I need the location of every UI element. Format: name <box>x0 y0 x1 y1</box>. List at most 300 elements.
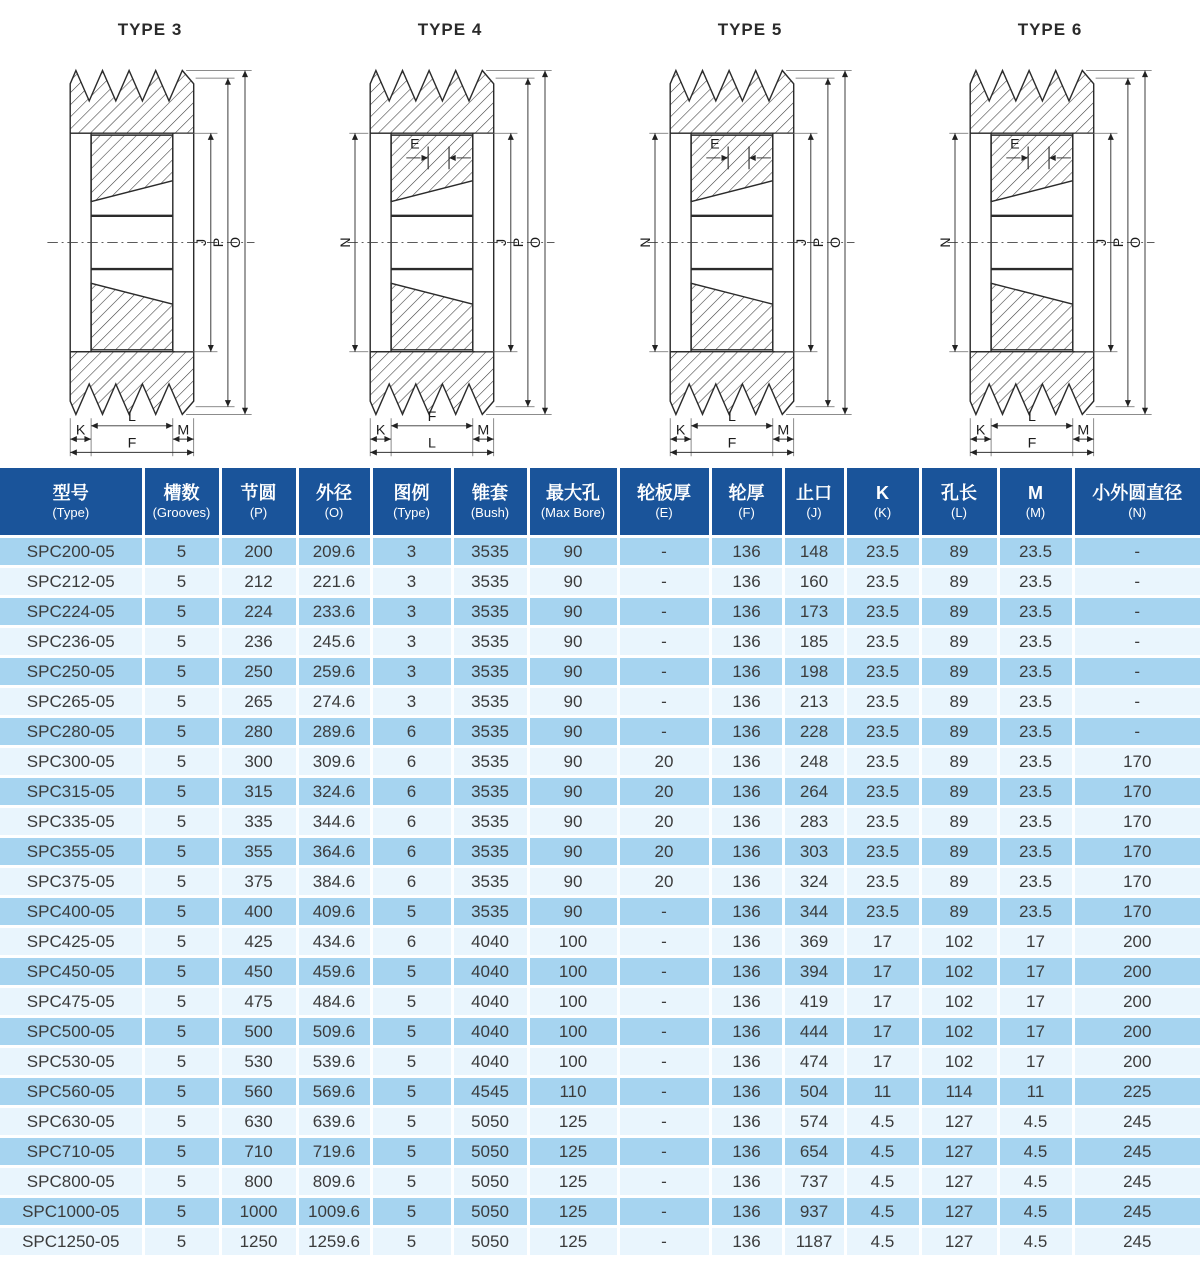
dim-label-M: M <box>777 422 790 439</box>
model-cell: SPC200-05 <box>0 537 143 567</box>
table-cell: 136 <box>710 837 783 867</box>
table-cell: 710 <box>220 1137 297 1167</box>
table-cell: 5 <box>371 1137 452 1167</box>
column-header-en: (F) <box>738 505 755 520</box>
table-cell: 17 <box>845 987 920 1017</box>
table-cell: - <box>618 1077 710 1107</box>
table-cell: 225 <box>1073 1077 1200 1107</box>
table-cell: 5 <box>371 957 452 987</box>
table-cell: 23.5 <box>998 747 1073 777</box>
table-cell: 384.6 <box>297 867 371 897</box>
table-cell: 369 <box>783 927 845 957</box>
model-cell: SPC400-05 <box>0 897 143 927</box>
table-cell: 170 <box>1073 777 1200 807</box>
table-cell: 170 <box>1073 837 1200 867</box>
table-cell: 23.5 <box>845 867 920 897</box>
model-cell: SPC300-05 <box>0 747 143 777</box>
column-header-cn: 图例 <box>393 483 430 503</box>
model-cell: SPC1000-05 <box>0 1197 143 1227</box>
table-cell: 185 <box>783 627 845 657</box>
table-cell: 136 <box>710 1137 783 1167</box>
pulley-diagram <box>36 42 264 460</box>
table-cell: - <box>618 717 710 747</box>
table-cell: 5 <box>143 1047 220 1077</box>
table-cell: 3535 <box>452 777 528 807</box>
table-cell: 5 <box>143 627 220 657</box>
table-cell: 102 <box>920 1047 998 1077</box>
table-cell: 127 <box>920 1137 998 1167</box>
table-cell: 100 <box>528 957 618 987</box>
dimension-arrow <box>766 423 773 429</box>
table-cell: 248 <box>783 747 845 777</box>
column-header-cn: 锥套 <box>472 483 508 503</box>
table-cell: 90 <box>528 687 618 717</box>
diagram-title: TYPE 5 <box>717 20 783 39</box>
table-cell: 6 <box>371 927 452 957</box>
table-cell: 89 <box>920 807 998 837</box>
dimension-arrow <box>825 78 831 85</box>
table-cell: 3535 <box>452 687 528 717</box>
dim-label-N: N <box>338 237 355 248</box>
table-cell: 23.5 <box>998 897 1073 927</box>
table-cell: - <box>618 1017 710 1047</box>
table-cell: 245 <box>1073 1107 1200 1137</box>
table-cell: 409.6 <box>297 897 371 927</box>
dimension-arrow <box>352 133 358 140</box>
table-cell: 5 <box>143 597 220 627</box>
table-cell: 500 <box>220 1017 297 1047</box>
table-cell: 23.5 <box>998 837 1073 867</box>
table-cell: 3535 <box>452 747 528 777</box>
model-cell: SPC475-05 <box>0 987 143 1017</box>
table-cell: 209.6 <box>297 537 371 567</box>
table-cell: 136 <box>710 1047 783 1077</box>
table-cell: 90 <box>528 537 618 567</box>
table-cell: 1009.6 <box>297 1197 371 1227</box>
groove-band-bottom <box>970 352 1093 415</box>
table-cell: 5 <box>371 1017 452 1047</box>
column-header-cn: 轮板厚 <box>637 483 691 503</box>
table-cell: 4.5 <box>845 1167 920 1197</box>
table-cell: - <box>1073 687 1200 717</box>
table-cell: - <box>618 687 710 717</box>
table-cell: 400 <box>220 897 297 927</box>
table-cell: 136 <box>710 957 783 987</box>
table-cell: 125 <box>528 1137 618 1167</box>
table-row <box>0 927 1200 957</box>
table-cell: 3535 <box>452 867 528 897</box>
table-cell: 23.5 <box>998 807 1073 837</box>
table-cell: 23.5 <box>998 717 1073 747</box>
table-cell: 5 <box>143 1017 220 1047</box>
table-cell: 5050 <box>452 1137 528 1167</box>
table-cell: 20 <box>618 837 710 867</box>
table-cell: 5 <box>143 537 220 567</box>
dimension-arrow <box>508 133 514 140</box>
table-cell: 20 <box>618 807 710 837</box>
dimension-arrow <box>952 345 958 352</box>
dimension-arrow <box>525 400 531 407</box>
table-cell: 5050 <box>452 1167 528 1197</box>
table-row <box>0 657 1200 687</box>
header-row <box>0 468 1200 537</box>
dimension-arrow <box>808 133 814 140</box>
dimension-arrow <box>352 345 358 352</box>
table-cell: 3535 <box>452 657 528 687</box>
dimension-arrow <box>1108 345 1114 352</box>
groove-band-bottom <box>370 352 494 415</box>
table-cell: 5050 <box>452 1107 528 1137</box>
table-cell: 539.6 <box>297 1047 371 1077</box>
table-cell: 228 <box>783 717 845 747</box>
dim-label-J: J <box>794 238 811 247</box>
table-cell: 23.5 <box>845 837 920 867</box>
table-cell: 127 <box>920 1107 998 1137</box>
model-cell: SPC265-05 <box>0 687 143 717</box>
dimension-arrow <box>808 345 814 352</box>
table-cell: 5 <box>371 987 452 1017</box>
groove-band-top <box>970 71 1093 134</box>
table-cell: 4.5 <box>998 1227 1073 1256</box>
table-cell: 89 <box>920 627 998 657</box>
table-cell: 233.6 <box>297 597 371 627</box>
diagram-card <box>900 6 1200 468</box>
table-cell: 125 <box>528 1227 618 1256</box>
table-cell: 5 <box>143 777 220 807</box>
table-cell: 5 <box>143 687 220 717</box>
dimension-arrow <box>1125 78 1131 85</box>
table-cell: 20 <box>618 777 710 807</box>
table-cell: 136 <box>710 597 783 627</box>
table-cell: 3 <box>371 537 452 567</box>
bush-upper <box>391 135 473 202</box>
table-cell: 23.5 <box>845 807 920 837</box>
table-cell: 4.5 <box>998 1167 1073 1197</box>
table-cell: 3 <box>371 567 452 597</box>
table-cell: 639.6 <box>297 1107 371 1137</box>
dimension-arrow <box>70 449 77 455</box>
table-cell: 5 <box>143 1227 220 1256</box>
table-cell: 17 <box>998 1017 1073 1047</box>
dimension-arrow <box>391 423 398 429</box>
table-cell: - <box>1073 537 1200 567</box>
table-row <box>0 897 1200 927</box>
table-cell: 212 <box>220 567 297 597</box>
model-cell: SPC355-05 <box>0 837 143 867</box>
table-cell: 136 <box>710 627 783 657</box>
model-cell: SPC375-05 <box>0 867 143 897</box>
bush-lower <box>991 283 1073 350</box>
column-header-en: (N) <box>1128 505 1147 520</box>
model-cell: SPC500-05 <box>0 1017 143 1047</box>
column-header <box>0 468 143 537</box>
model-cell: SPC630-05 <box>0 1107 143 1137</box>
table-cell: 125 <box>528 1197 618 1227</box>
bush-upper <box>991 135 1073 202</box>
table-cell: 89 <box>920 717 998 747</box>
table-row <box>0 1017 1200 1047</box>
table-cell: 630 <box>220 1107 297 1137</box>
table-cell: 23.5 <box>998 867 1073 897</box>
table-cell: 5 <box>371 1197 452 1227</box>
table-cell: 419 <box>783 987 845 1017</box>
bush-upper <box>691 135 773 202</box>
table-cell: 3535 <box>452 597 528 627</box>
bush-lower <box>91 283 173 350</box>
table-cell: 90 <box>528 837 618 867</box>
table-cell: 200 <box>1073 1017 1200 1047</box>
table-cell: 136 <box>710 867 783 897</box>
dim-label-N: N <box>938 237 955 248</box>
table-cell: 4040 <box>452 957 528 987</box>
model-cell: SPC250-05 <box>0 657 143 687</box>
column-header-en: (O) <box>324 505 344 520</box>
model-cell: SPC224-05 <box>0 597 143 627</box>
column-header-en: (E) <box>655 505 673 520</box>
column-header <box>452 468 528 537</box>
column-header-cn: 型号 <box>52 483 89 503</box>
dimension-arrow <box>1066 423 1073 429</box>
table-cell: - <box>618 567 710 597</box>
table-cell: 23.5 <box>998 597 1073 627</box>
table-cell: 23.5 <box>845 687 920 717</box>
dim-label-O: O <box>828 236 845 248</box>
dim-label-O: O <box>1128 236 1145 248</box>
dimension-arrow <box>1087 449 1094 455</box>
table-cell: 4.5 <box>845 1107 920 1137</box>
table-cell: 574 <box>783 1107 845 1137</box>
table-cell: 283 <box>783 807 845 837</box>
table-cell: 236 <box>220 627 297 657</box>
table-cell: 289.6 <box>297 717 371 747</box>
table-cell: 90 <box>528 717 618 747</box>
table-cell: 5 <box>143 957 220 987</box>
column-header-cn: 小外圆直径 <box>1092 483 1183 503</box>
table-cell: 170 <box>1073 747 1200 777</box>
dim-label-K: K <box>975 422 986 439</box>
table-cell: 324 <box>783 867 845 897</box>
table-cell: - <box>618 1047 710 1077</box>
table-cell: 100 <box>528 1017 618 1047</box>
table-cell: 200 <box>1073 1047 1200 1077</box>
table-cell: 5 <box>143 747 220 777</box>
column-header-cn: 轮厚 <box>728 483 765 503</box>
table-cell: 17 <box>845 927 920 957</box>
table-cell: 5 <box>143 1167 220 1197</box>
table-cell: 5 <box>143 717 220 747</box>
table-cell: 136 <box>710 1167 783 1197</box>
model-cell: SPC1250-05 <box>0 1227 143 1256</box>
table-cell: 114 <box>920 1077 998 1107</box>
table-cell: 4.5 <box>998 1107 1073 1137</box>
dimension-arrow <box>466 423 473 429</box>
dimension-arrow <box>952 133 958 140</box>
table-cell: 100 <box>528 987 618 1017</box>
groove-band-bottom <box>670 352 794 415</box>
table-cell: 6 <box>371 747 452 777</box>
pulley-diagram <box>936 42 1164 460</box>
table-cell: 23.5 <box>845 717 920 747</box>
table-cell: 5 <box>143 657 220 687</box>
table-row <box>0 1107 1200 1137</box>
table-cell: 17 <box>998 1047 1073 1077</box>
table-cell: 136 <box>710 717 783 747</box>
table-cell: 509.6 <box>297 1017 371 1047</box>
table-row <box>0 1047 1200 1077</box>
dim-label-J: J <box>194 238 211 247</box>
table-cell: 136 <box>710 897 783 927</box>
column-header-en: (L) <box>951 505 967 520</box>
table-cell: 459.6 <box>297 957 371 987</box>
column-header-en: (Type) <box>393 505 430 520</box>
table-cell: 17 <box>845 957 920 987</box>
table-row <box>0 957 1200 987</box>
table-cell: 89 <box>920 747 998 777</box>
model-cell: SPC425-05 <box>0 927 143 957</box>
table-cell: 4.5 <box>845 1137 920 1167</box>
model-cell: SPC315-05 <box>0 777 143 807</box>
table-cell: 937 <box>783 1197 845 1227</box>
table-cell: 504 <box>783 1077 845 1107</box>
dimension-arrow <box>825 400 831 407</box>
table-cell: 136 <box>710 1227 783 1256</box>
table-cell: 737 <box>783 1167 845 1197</box>
table-cell: - <box>618 1137 710 1167</box>
table-cell: 20 <box>618 867 710 897</box>
table-cell: 89 <box>920 687 998 717</box>
table-cell: 90 <box>528 777 618 807</box>
table-cell: 221.6 <box>297 567 371 597</box>
table-cell: 364.6 <box>297 837 371 867</box>
column-header <box>371 468 452 537</box>
table-cell: 3 <box>371 627 452 657</box>
dimension-arrow <box>487 449 494 455</box>
table-cell: 136 <box>710 567 783 597</box>
dimension-arrow <box>787 449 794 455</box>
dimension-arrow <box>242 408 248 415</box>
table-cell: 17 <box>998 957 1073 987</box>
column-header-en: (K) <box>873 505 892 520</box>
column-header <box>710 468 783 537</box>
dim-label-O: O <box>228 236 245 248</box>
table-cell: 89 <box>920 777 998 807</box>
column-header-cn: 节圆 <box>240 483 277 503</box>
table-cell: 170 <box>1073 807 1200 837</box>
table-row <box>0 1077 1200 1107</box>
table-cell: 3535 <box>452 807 528 837</box>
table-cell: 355 <box>220 837 297 867</box>
table-cell: 809.6 <box>297 1167 371 1197</box>
table-cell: 136 <box>710 687 783 717</box>
table-cell: 224 <box>220 597 297 627</box>
table-cell: 148 <box>783 537 845 567</box>
table-cell: - <box>618 597 710 627</box>
table-cell: 1250 <box>220 1227 297 1256</box>
table-cell: 23.5 <box>998 657 1073 687</box>
dim-label-F: F <box>727 435 737 452</box>
dimension-arrow <box>91 423 98 429</box>
dimension-arrow <box>970 449 977 455</box>
table-cell: 344 <box>783 897 845 927</box>
model-cell: SPC800-05 <box>0 1167 143 1197</box>
table-cell: 6 <box>371 867 452 897</box>
table-cell: 136 <box>710 927 783 957</box>
table-cell: 89 <box>920 867 998 897</box>
table-row <box>0 777 1200 807</box>
table-cell: 3 <box>371 597 452 627</box>
table-row <box>0 1167 1200 1197</box>
table-cell: - <box>1073 657 1200 687</box>
table-cell: 17 <box>845 1047 920 1077</box>
table-cell: 5 <box>371 897 452 927</box>
column-header-en: (Grooves) <box>152 505 211 520</box>
dimension-arrow <box>525 78 531 85</box>
table-cell: - <box>618 897 710 927</box>
table-cell: 198 <box>783 657 845 687</box>
groove-band-bottom <box>70 352 194 415</box>
table-cell: - <box>618 1107 710 1137</box>
dim-label-P: P <box>811 237 828 248</box>
table-cell: 102 <box>920 927 998 957</box>
table-cell: 5 <box>143 987 220 1017</box>
dim-label-M: M <box>477 422 490 439</box>
table-cell: 127 <box>920 1227 998 1256</box>
table-cell: - <box>1073 627 1200 657</box>
dim-label-L: L <box>427 435 436 452</box>
table-cell: 136 <box>710 1197 783 1227</box>
table-cell: - <box>618 1227 710 1256</box>
model-cell: SPC450-05 <box>0 957 143 987</box>
table-cell: 245 <box>1073 1197 1200 1227</box>
table-cell: - <box>618 537 710 567</box>
table-row <box>0 837 1200 867</box>
column-header <box>618 468 710 537</box>
table-cell: 4040 <box>452 1047 528 1077</box>
table-cell: 136 <box>710 1077 783 1107</box>
table-cell: - <box>618 657 710 687</box>
table-cell: 1187 <box>783 1227 845 1256</box>
table-cell: 324.6 <box>297 777 371 807</box>
table-cell: 5 <box>143 567 220 597</box>
column-header <box>220 468 297 537</box>
table-cell: 3 <box>371 657 452 687</box>
diagram-title: TYPE 6 <box>1017 20 1083 39</box>
table-cell: 23.5 <box>998 627 1073 657</box>
table-cell: 5 <box>143 927 220 957</box>
table-cell: 170 <box>1073 867 1200 897</box>
dimension-arrow <box>652 133 658 140</box>
pulley-diagram <box>336 42 564 460</box>
groove-band-top <box>370 71 494 134</box>
table-cell: 23.5 <box>845 777 920 807</box>
table-cell: 136 <box>710 747 783 777</box>
table-cell: 719.6 <box>297 1137 371 1167</box>
table-cell: 425 <box>220 927 297 957</box>
table-cell: 102 <box>920 1017 998 1047</box>
table-cell: 265 <box>220 687 297 717</box>
table-cell: 200 <box>220 537 297 567</box>
table-cell: - <box>618 927 710 957</box>
model-cell: SPC212-05 <box>0 567 143 597</box>
table-row <box>0 687 1200 717</box>
table-cell: 17 <box>845 1017 920 1047</box>
dimension-arrow <box>652 345 658 352</box>
table-cell: 200 <box>1073 927 1200 957</box>
table-cell: 127 <box>920 1167 998 1197</box>
dim-label-K: K <box>75 422 86 439</box>
table-cell: 6 <box>371 777 452 807</box>
table-cell: 23.5 <box>845 657 920 687</box>
